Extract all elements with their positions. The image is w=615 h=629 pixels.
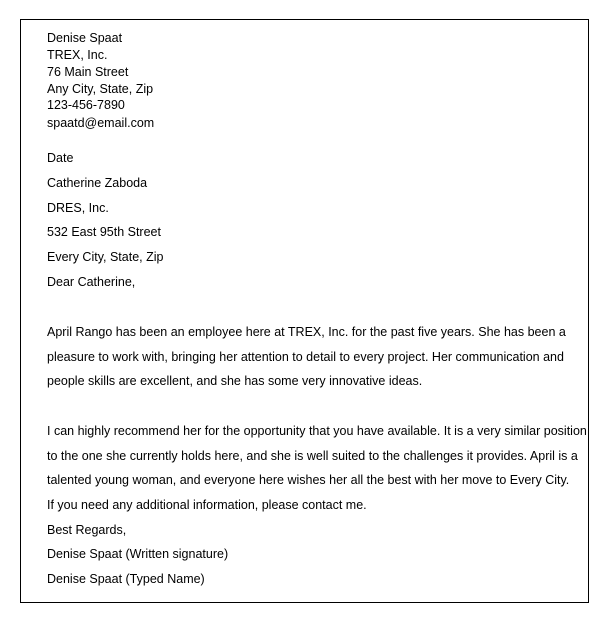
recipient-city: Every City, State, Zip [47, 250, 164, 264]
salutation: Dear Catherine, [47, 275, 136, 289]
paragraph-2-line: talented young woman, and everyone here wishes her all the best with her move to Every City. [47, 473, 570, 487]
sender-phone: 123-456-7890 [47, 98, 125, 112]
recipient-name: Catherine Zaboda [47, 176, 148, 190]
typed-name: Denise Spaat (Typed Name) [47, 572, 205, 586]
sender-street: 76 Main Street [47, 65, 129, 79]
sign-off: Best Regards, [47, 523, 127, 537]
paragraph-2-line: I can highly recommend her for the opportunity that you have available. It is a very similar position [47, 424, 587, 438]
recipient-company: DRES, Inc. [47, 201, 109, 215]
paragraph-1-line: April Rango has been an employee here at TREX, Inc. for the past five years. She has been a [47, 325, 566, 339]
paragraph-2-line: to the one she currently holds here, and she is well suited to the challenges it provides. April is a [47, 449, 578, 463]
paragraph-1-line: pleasure to work with, bringing her attention to detail to every project. Her communication and [47, 350, 564, 364]
letter-date: Date [47, 151, 74, 165]
recipient-street: 532 East 95th Street [47, 225, 161, 239]
sender-email: spaatd@email.com [47, 116, 155, 130]
sender-city: Any City, State, Zip [47, 82, 154, 96]
sender-company: TREX, Inc. [47, 48, 108, 62]
written-signature: Denise Spaat (Written signature) [47, 547, 229, 561]
sender-name: Denise Spaat [47, 31, 123, 45]
paragraph-1-line: people skills are excellent, and she has some very innovative ideas. [47, 374, 423, 388]
paragraph-2-line: If you need any additional information, please contact me. [47, 498, 367, 512]
